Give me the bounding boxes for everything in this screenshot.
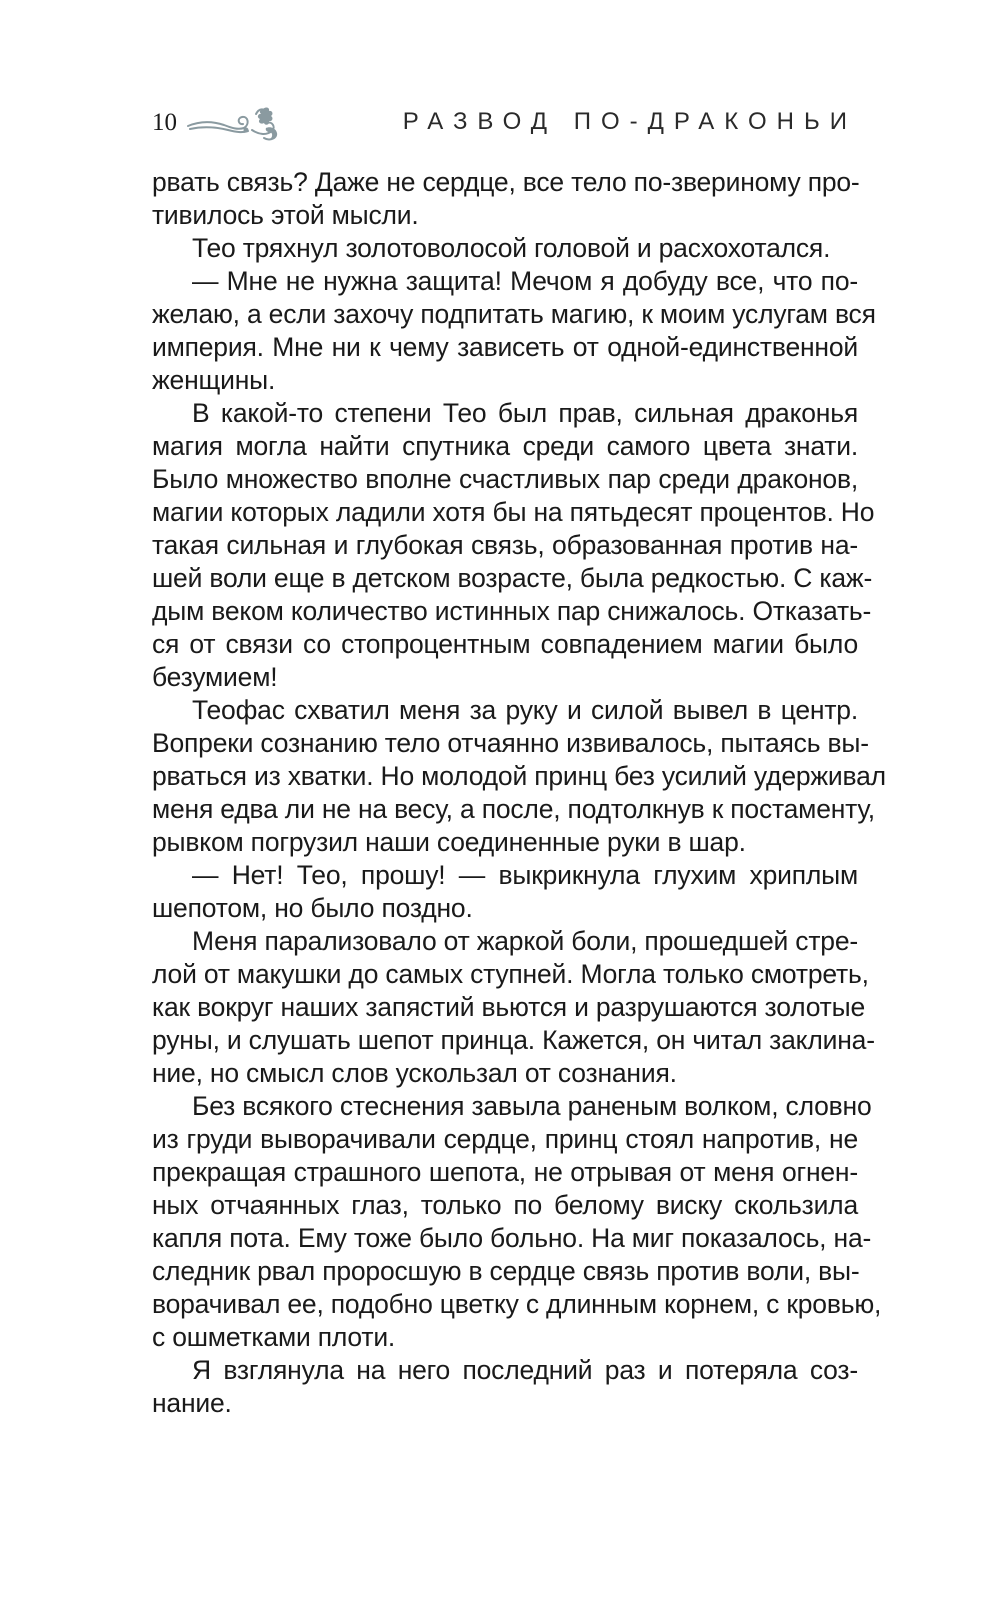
text-line: — Мне не нужна защита! Мечом я добуду все, что по- bbox=[192, 266, 858, 296]
text-line: меня едва ли не на весу, а после, подтолкнув к постаменту, bbox=[152, 794, 875, 824]
text-line: шепотом, но было поздно. bbox=[152, 893, 473, 923]
text-line: капля пота. Ему тоже было больно. На миг показалось, на- bbox=[152, 1223, 872, 1253]
text-line: прекращая страшного шепота, не отрывая от меня огнен- bbox=[152, 1157, 858, 1187]
text-line: такая сильная и глубокая связь, образованная против на- bbox=[152, 530, 858, 560]
text-line: В какой-то степени Тео был прав, сильная драконья bbox=[192, 398, 858, 428]
text-line: безумием! bbox=[152, 662, 278, 692]
text-line: руны, и слушать шепот принца. Кажется, он читал заклина- bbox=[152, 1025, 875, 1055]
text-line: империя. Мне ни к чему зависеть от одной-единственной bbox=[152, 332, 858, 362]
text-line: тивилось этой мысли. bbox=[152, 200, 419, 230]
text-line: рваться из хватки. Но молодой принц без усилий удерживал bbox=[152, 761, 886, 791]
running-title: РАЗВОД ПО-ДРАКОНЬИ bbox=[402, 108, 857, 135]
text-line: магия могла найти спутника среди самого цвета знати. bbox=[152, 431, 858, 461]
text-line: ворачивал ее, подобно цветку с длинным корнем, с кровью, bbox=[152, 1289, 882, 1319]
text-line: магии которых ладили хотя бы на пятьдесят процентов. Но bbox=[152, 497, 875, 527]
text-line: шей воли еще в детском возрасте, была редкостью. С каж- bbox=[152, 563, 873, 593]
page-number: 10 bbox=[152, 109, 177, 136]
text-line: с ошметками плоти. bbox=[152, 1322, 396, 1352]
text-line: как вокруг наших запястий вьются и разрушаются золотые bbox=[152, 992, 865, 1022]
text-line: женщины. bbox=[152, 365, 276, 395]
text-line: Теофас схватил меня за руку и силой вывел в центр. bbox=[192, 695, 858, 725]
text-line: Тео тряхнул золотоволосой головой и расхохотался. bbox=[192, 233, 831, 263]
text-line: лой от макушки до самых ступней. Могла только смотреть, bbox=[152, 959, 869, 989]
text-line: ся от связи со стопроцентным совпадением магии было bbox=[152, 629, 858, 659]
text-line: Меня парализовало от жаркой боли, прошедшей стре- bbox=[192, 926, 858, 956]
running-head bbox=[152, 104, 857, 144]
text-line: Было множество вполне счастливых пар среди драконов, bbox=[152, 464, 858, 494]
text-line: следник рвал проросшую в сердце связь против воли, вы- bbox=[152, 1256, 860, 1286]
text-line: нание. bbox=[152, 1388, 232, 1418]
text-line: рывком погрузил наши соединенные руки в шар. bbox=[152, 827, 746, 857]
body-text bbox=[152, 166, 886, 1420]
text-line: ных отчаянных глаз, только по белому виску скользила bbox=[152, 1190, 858, 1220]
text-line: Я взглянула на него последний раз и потеряла соз- bbox=[192, 1355, 858, 1385]
text-line: желаю, а если захочу подпитать магию, к моим услугам вся bbox=[152, 299, 876, 329]
text-line: рвать связь? Даже не сердце, все тело по-звериному про- bbox=[152, 167, 860, 197]
flourish-ornament-icon bbox=[186, 104, 282, 144]
text-line: Без всякого стеснения завыла раненым волком, словно bbox=[192, 1091, 872, 1121]
text-line: дым веком количество истинных пар снижалось. Отказать- bbox=[152, 596, 872, 626]
text-line: ние, но смысл слов ускользал от сознания. bbox=[152, 1058, 677, 1088]
text-line: Вопреки сознанию тело отчаянно извивалось, пытаясь вы- bbox=[152, 728, 869, 758]
text-line: — Нет! Тео, прошу! — выкрикнула глухим хриплым bbox=[192, 860, 858, 890]
text-line: из груди выворачивали сердце, принц стоял напротив, не bbox=[152, 1124, 858, 1154]
